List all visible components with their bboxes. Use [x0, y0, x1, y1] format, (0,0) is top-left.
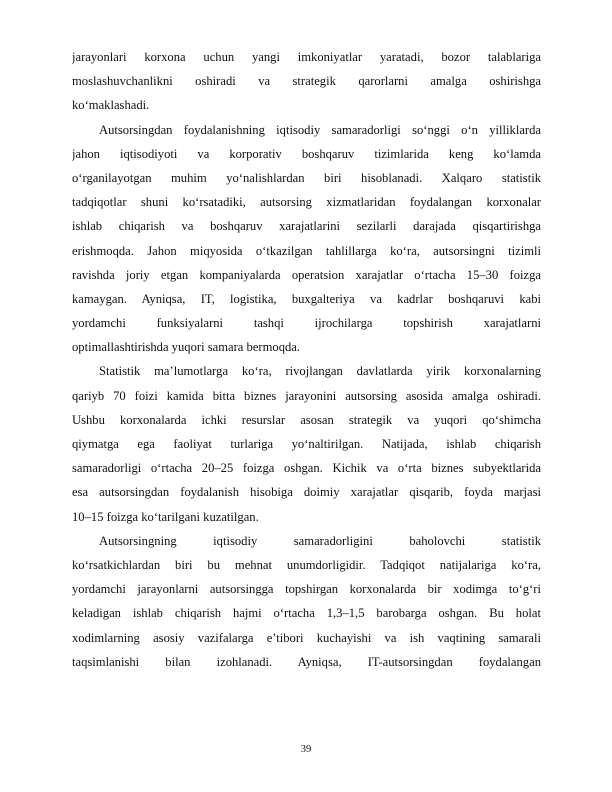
document-page [72, 45, 541, 674]
text-line: ko‘maklashadi. [72, 98, 150, 113]
text-line: Ushbu korxonalarda ichki resurslar asosan strategik va yuqori qo‘shimcha [72, 412, 541, 427]
text-line: erishmoqda. Jahon miqyosida o‘tkazilgan tahlillarga ko‘ra, autsorsingni tizimli [72, 243, 541, 258]
text-line: qariyb 70 foizi kamida bitta biznes jarayonini autsorsing asosida amalga oshiradi. [72, 388, 541, 403]
text-line: taqsimlanishi bilan izohlanadi. Ayniqsa, IT-autsorsingdan foydalangan [72, 654, 541, 669]
text-line: samaradorligi o‘rtacha 20–25 foizga oshgan. Kichik va o‘rta biznes subyektlarida [72, 461, 541, 476]
text-line: ishlab chiqarish va boshqaruv xarajatlarini sezilarli darajada qisqartirishga [72, 219, 541, 234]
text-line: jarayonlari korxona uchun yangi imkoniyatlar yaratadi, bozor talablariga [72, 50, 541, 64]
paragraph-2 [72, 118, 541, 360]
text-line: keladigan ishlab chiqarish hajmi o‘rtacha 1,3–1,5 barobarga oshgan. Bu holat [72, 606, 541, 621]
paragraph-4 [72, 529, 541, 674]
text-line: Statistik ma’lumotlarga ko‘ra, rivojlangan davlatlarda yirik korxonalarning [99, 364, 541, 379]
text-line: qiymatga ega faoliyat turlariga yo‘naltirilgan. Natijada, ishlab chiqarish [72, 437, 541, 451]
text-line: optimallashtirishda yuqori samara bermoqda. [72, 340, 301, 355]
text-line: ravishda joriy etgan kompaniyalarda operatsion xarajatlar o‘rtacha 15–30 foizga [72, 267, 541, 282]
text-line: esa autsorsingdan foydalanish hisobiga doimiy xarajatlar qisqarib, foyda marjasi [72, 485, 541, 500]
page-number: 39 [300, 744, 312, 755]
text-line: o‘rganilayotgan muhim yo‘nalishlardan biri hisoblanadi. Xalqaro statistik [72, 170, 541, 185]
text-line: yordamchi jarayonlarni autsorsingga topshirgan korxonalarda bir xodimga to‘g‘ri [72, 582, 541, 597]
text-line: kamaygan. Ayniqsa, IT, logistika, buxgalteriya va kadrlar boshqaruvi kabi [72, 291, 541, 306]
paragraph-3 [72, 359, 541, 528]
text-line: ko‘rsatkichlardan biri bu mehnat unumdorligidir. Tadqiqot natijalariga ko‘ra, [72, 557, 541, 572]
text-line: jahon iqtisodiyoti va korporativ boshqaruv tizimlarida keng ko‘lamda [72, 146, 541, 161]
text-line: Autsorsingning iqtisodiy samaradorligini baholovchi statistik [99, 533, 541, 548]
text-line: yordamchi funksiyalarni tashqi ijrochilarga topshirish xarajatlarni [72, 316, 541, 331]
text-line: xodimlarning asosiy vazifalarga e’tibori kuchayishi va ish vaqtining samarali [72, 630, 541, 645]
text-line: Autsorsingdan foydalanishning iqtisodiy samaradorligi so‘nggi o‘n yilliklarda [99, 122, 541, 137]
paragraph-1 [72, 45, 541, 118]
text-line: 10–15 foizga ko‘tarilgani kuzatilgan. [72, 509, 259, 524]
text-line: tadqiqotlar shuni ko‘rsatadiki, autsorsing xizmatlaridan foydalangan korxonalar [72, 195, 541, 210]
text-line: moslashuvchanlikni oshiradi va strategik qarorlarni amalga oshirishga [72, 74, 541, 89]
